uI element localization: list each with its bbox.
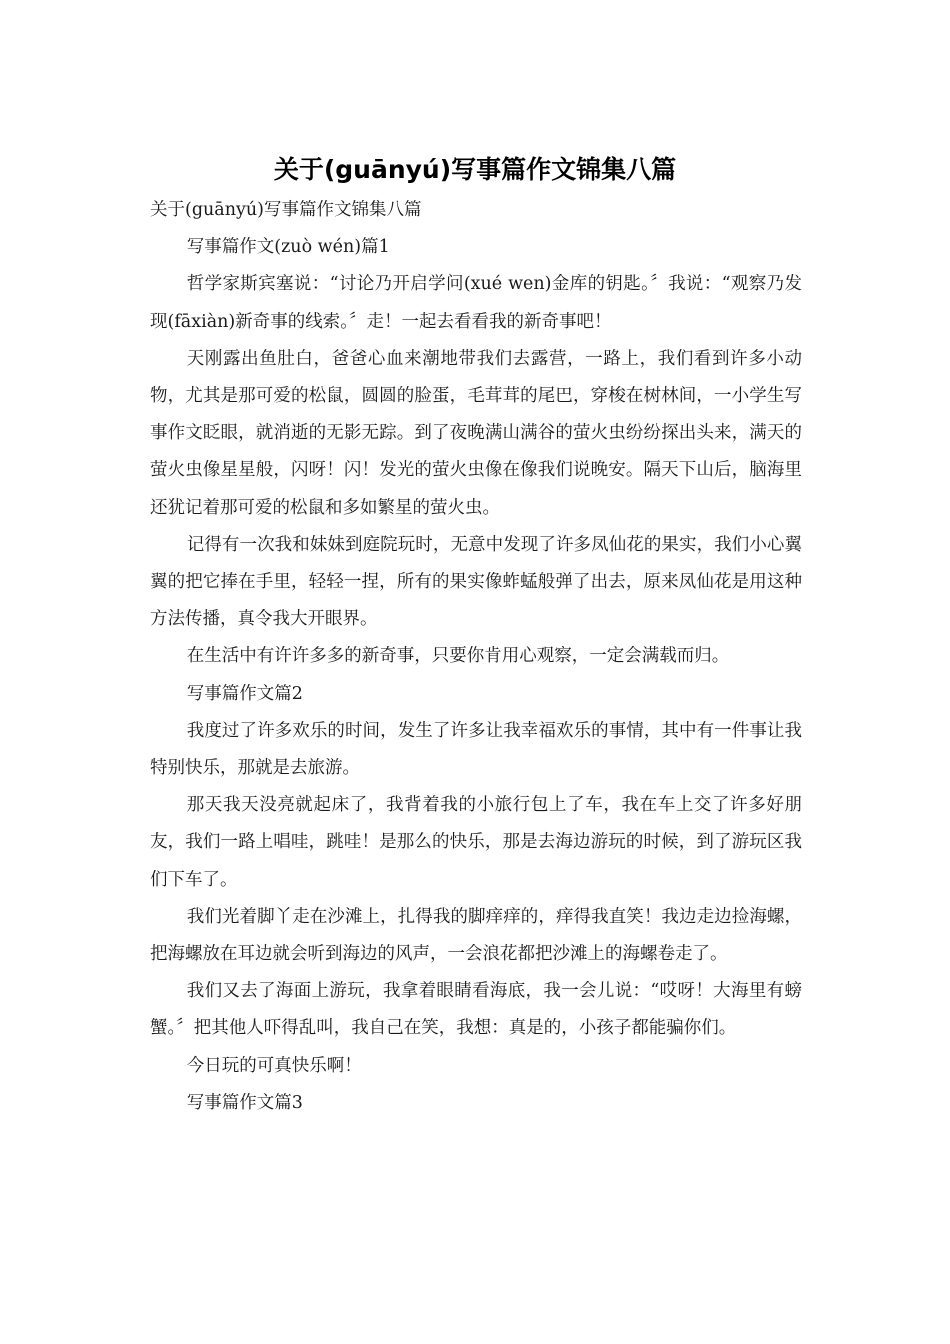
paragraph: 天刚露出鱼肚白，爸爸心血来潮地带我们去露营，一路上，我们看到许多小动物，尤其是那可爱的松鼠，圆圆的脸蛋，毛茸茸的尾巴，穿梭在树林间，一小学生写事作文眨眼，就消逝的无影无踪。到了夜晚满山满谷的萤火虫纷纷探出头来，满天的萤火虫像星星般，闪呀！闪！发光的萤火虫像在像我们说晚安。隔天下山后，脑海里还犹记着那可爱的松鼠和多如繁星的萤火虫。 [150,348,802,518]
paragraph: 那天我天没亮就起床了，我背着我的小旅行包上了车，我在车上交了许多好朋友，我们一路上唱哇，跳哇！是那么的快乐，那是去海边游玩的时候，到了游玩区我们下车了。 [150,795,802,890]
paragraph: 我们又去了海面上游玩，我拿着眼睛看海底，我一会儿说：“哎呀！大海里有螃蟹。〞把其他人吓得乱叫，我自己在笑，我想：真是的，小孩子都能骗你们。 [150,981,802,1039]
section-heading-3: 写事篇作文篇3 [186,1092,303,1113]
document-title: 关于(guānyú)写事篇作文锦集八篇 [273,155,677,184]
document-body [150,192,802,1122]
section-heading-1: 写事篇作文(zuò wén)篇1 [186,237,390,258]
paragraph: 今日玩的可真快乐啊！ [186,1055,362,1076]
paragraph: 在生活中有许许多多的新奇事，只要你肯用心观察，一定会满载而归。 [186,646,730,667]
paragraph: 哲学家斯宾塞说：“讨论乃开启学问(xué wen)金库的钥匙。〞我说：“观察乃发现(fāxiàn)新奇事的线索。〞走！一起去看看我的新奇事吧！ [150,274,802,332]
section-heading-2: 写事篇作文篇2 [186,683,303,704]
paragraph: 记得有一次我和妹妹到庭院玩时，无意中发现了许多凤仙花的果实，我们小心翼翼的把它捧在手里，轻轻一捏，所有的果实像蚱蜢般弹了出去，原来凤仙花是用这种方法传播，真令我大开眼界。 [150,534,802,630]
paragraph: 我们光着脚丫走在沙滩上，扎得我的脚痒痒的，痒得我直笑！我边走边捡海螺，把海螺放在耳边就会听到海边的风声，一会浪花都把沙滩上的海螺卷走了。 [150,906,802,965]
paragraph: 我度过了许多欢乐的时间，发生了许多让我幸福欢乐的事情，其中有一件事让我特别快乐，那就是去旅游。 [150,720,802,779]
document-subtitle: 关于(guānyú)写事篇作文锦集八篇 [150,200,422,220]
